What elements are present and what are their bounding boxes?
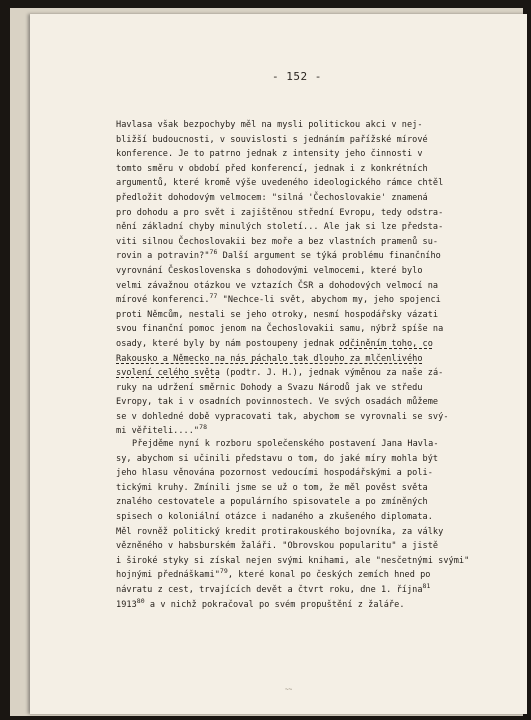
line-text: návratu z cest, trvajících devět a čtvrt roku, dne 1. října (116, 584, 423, 595)
line-text: vyrovnání Československa s dohodovými velmocemi, které bylo (116, 265, 423, 276)
paragraph-1 (116, 118, 466, 439)
line-text: Havlasa však bezpochyby měl na mysli politickou akci v nej- (116, 120, 423, 130)
text-line (116, 235, 466, 250)
footnote-marker: 80 (136, 596, 145, 605)
text-line (116, 583, 466, 598)
text-line (116, 206, 466, 221)
line-text: jeho hlasu věnována pozornost vedoucími hospodářskými a poli- (116, 468, 433, 479)
text-line (116, 525, 466, 540)
text-line (116, 366, 466, 381)
line-text: svou finanční pomoc jenom na Čechoslovakii samu, nýbrž spíše na (116, 324, 444, 335)
text-line (116, 118, 466, 133)
line-text: Evropy, tak i v osadních povinnostech. Ve svých osadách můžeme (116, 397, 439, 408)
line-text: mi věřiteli...." (116, 426, 200, 437)
text-line (116, 568, 466, 583)
line-text: konference. Je to patrno jednak z intensity jeho činnosti v (116, 149, 423, 160)
text-line (116, 598, 466, 613)
text-line (116, 466, 466, 481)
text-line (116, 308, 466, 323)
line-text: předložit dohodovým velmocem: "silná 'Čechoslovakie' znamená (116, 192, 428, 203)
text-line (116, 162, 466, 177)
text-line (116, 220, 466, 235)
bottom-mark: ~~ (285, 686, 293, 693)
footnote-marker: 79 (219, 567, 228, 576)
text-line (116, 264, 466, 279)
text-line (116, 147, 466, 162)
text-line (116, 352, 466, 367)
text-line (116, 279, 466, 294)
underlined-text: odčiněním toho, co (339, 338, 433, 349)
text-line (116, 410, 466, 425)
text-line (116, 191, 466, 206)
line-text: nění základní chyby minulých století... Ale jak si lze předsta- (116, 222, 444, 233)
line-text: argumentů, které kromě výše uvedeného ideologického rámce chtěl (116, 178, 444, 189)
line-text: velmi závažnou otázkou ve vztazích ČSR a dohodových velmocí na (116, 280, 439, 291)
line-text: hojnými přednáškami" (116, 570, 220, 581)
text-line (116, 133, 466, 148)
line-text: spisech o koloniální otázce i nadaného a zkušeného diplomata. (116, 511, 433, 522)
text-line (116, 539, 466, 554)
line-text: vězněného v habsburském žaláři. "Obrovskou popularitu" a jistě (116, 541, 439, 552)
line-text: proti Němcům, nestali se jeho otroky, nesmí hospodářsky vázati (116, 309, 439, 320)
line-text: Přejděme nyní k rozboru společenského postavení Jana Havla- (132, 439, 439, 449)
line-text: pro dohodu a pro svět i zajištěnou střední Evropu, tedy odstra- (116, 207, 444, 218)
line-text: znalého cestovatele a populárního spisovatele a po zmíněných (116, 497, 428, 508)
text-line (116, 437, 466, 452)
text-line (116, 381, 466, 396)
paragraph-2 (116, 437, 470, 612)
line-text: viti silnou Čechoslovakii bez moře a bez vlastních pramenů su- (116, 236, 439, 247)
line-text: tickými kruhy. Zmínili jsme se už o tom, že měl pověst světa (116, 482, 428, 493)
line-text: Měl rovněž politický kredit protirakouského bojovníka, za války (116, 526, 444, 537)
footnote-marker: 78 (199, 423, 208, 432)
footnote-marker: 76 (209, 248, 218, 257)
line-text: osady, které byly by nám postoupeny jednak (116, 338, 340, 349)
text-line (116, 395, 466, 410)
text-line (116, 293, 466, 308)
line-text: mírové konferenci. (116, 295, 210, 306)
underlined-text: Rakousko a Německo na nás páchalo tak dlouho za mlčenlivého (116, 353, 423, 364)
text-line (116, 510, 466, 525)
text-line (116, 452, 466, 467)
line-text: tomto směru v období před konferencí, jednak i z konkrétních (116, 163, 428, 174)
line-text: bližší budoucnosti, v souvislosti s jednáním pařížské mírové (116, 134, 428, 145)
footnote-marker: 77 (209, 292, 218, 301)
line-text: ruky na udržení směrnic Dohody a Svazu Národů jak ve středu (116, 382, 423, 393)
line-text: se v dohledné době vypracovati tak, abychom se vyrovnali se svý- (116, 411, 449, 422)
line-text-rest: (podtr. J. H.), jednak výměnou za naše zá- (219, 368, 444, 379)
line-text: 1913 (116, 599, 137, 610)
footnote-marker: 81 (422, 581, 431, 590)
text-line (116, 249, 466, 264)
page-number: - 152 - (272, 70, 322, 83)
line-text-rest: "Nechce-li svět, abychom my, jeho spojenci (217, 295, 441, 306)
text-line (116, 495, 466, 510)
line-text: rovin a potravin?" (116, 251, 210, 262)
text-line (116, 481, 466, 496)
underlined-text: svolení celého světa (116, 368, 220, 379)
text-line (116, 554, 470, 569)
line-text-rest: , které konal po českých zemích hned po (227, 570, 431, 581)
text-line (116, 337, 466, 352)
line-text: sy, abychom si učinili představu o tom, do jaké míry mohla být (116, 453, 439, 464)
line-text: i široké styky si získal nejen svými knihami, ale "nesčetnými svými" (116, 555, 470, 566)
text-line (116, 176, 466, 191)
text-line (116, 322, 466, 337)
line-text-rest: a v nichž pokračoval po svém propuštění z žaláře. (144, 599, 405, 610)
line-text-rest: Další argument se týká problému finančního (217, 251, 441, 262)
